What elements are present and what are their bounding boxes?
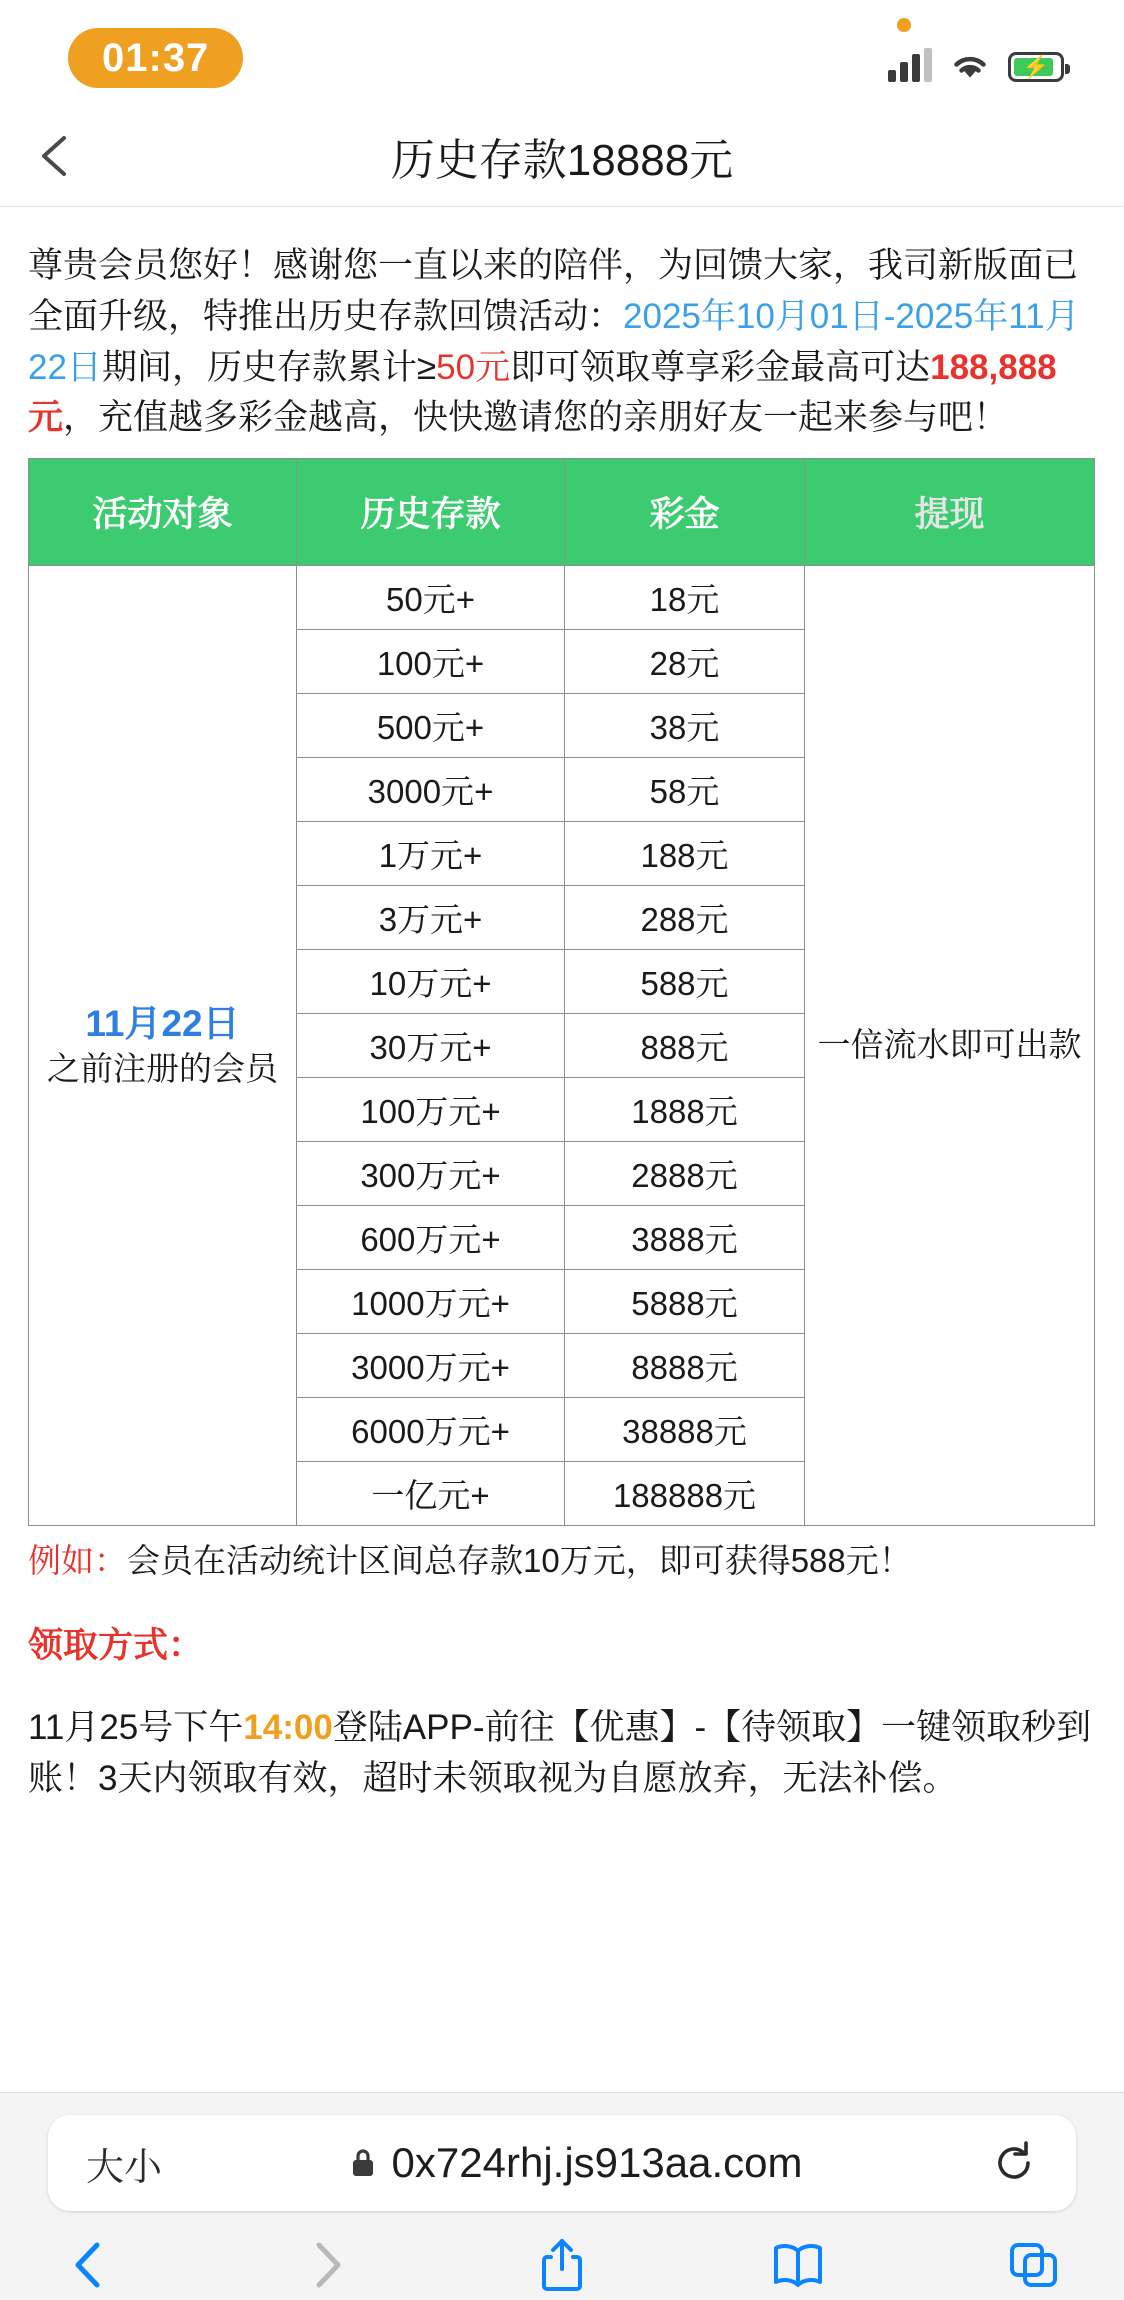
cell-bonus: 288元 <box>565 886 805 950</box>
cell-bonus: 58元 <box>565 758 805 822</box>
example-line <box>28 1538 1096 1584</box>
text-size-button[interactable]: 大小 <box>86 2146 163 2189</box>
intro-min-deposit: 50元 <box>436 347 511 387</box>
claim-time: 14:00 <box>243 1708 333 1748</box>
cell-deposit: 30万元+ <box>297 1014 565 1078</box>
table-header-row <box>29 459 1095 566</box>
cell-bonus: 3888元 <box>565 1206 805 1270</box>
status-icons <box>888 42 1064 82</box>
cellular-signal-icon <box>888 48 932 82</box>
cell-bonus: 1888元 <box>565 1078 805 1142</box>
recording-indicator-dot <box>897 18 911 32</box>
page-title: 历史存款18888元 <box>390 136 734 185</box>
intro-part2: 期间，历史存款累计≥ <box>101 347 437 387</box>
reload-icon[interactable] <box>990 2139 1038 2187</box>
cell-deposit: 3万元+ <box>297 886 565 950</box>
cell-deposit: 300万元+ <box>297 1142 565 1206</box>
page-header <box>0 108 1124 207</box>
target-date-highlight: 11月22日 <box>85 1003 240 1044</box>
example-text: 会员在活动统计区间总存款10万元，即可获得588元！ <box>127 1542 912 1579</box>
lock-icon <box>350 2147 376 2179</box>
cell-deposit: 10万元+ <box>297 950 565 1014</box>
cell-deposit: 1000万元+ <box>297 1270 565 1334</box>
url-display[interactable] <box>162 2139 990 2187</box>
cell-bonus: 38元 <box>565 694 805 758</box>
cell-bonus: 5888元 <box>565 1270 805 1334</box>
intro-part3: 即可领取尊享彩金最高可达 <box>510 347 931 387</box>
intro-paragraph <box>28 241 1096 444</box>
bookmarks-icon[interactable] <box>768 2235 828 2295</box>
cell-bonus: 18元 <box>565 566 805 630</box>
cell-deposit: 1万元+ <box>297 822 565 886</box>
example-label: 例如： <box>28 1542 127 1579</box>
intro-part4: ，充值越多彩金越高，快快邀请您的亲朋好友一起来参与吧！ <box>63 398 1009 438</box>
header-target: 活动对象 <box>29 459 297 566</box>
cell-bonus: 8888元 <box>565 1334 805 1398</box>
cell-deposit: 100元+ <box>297 630 565 694</box>
cell-bonus: 28元 <box>565 630 805 694</box>
cell-bonus: 188元 <box>565 822 805 886</box>
claim-after: 登陆APP-前往【优惠】-【待领取】一键领取秒到账！3天内领取有效，超时未领取视为自愿放弃，无法补偿。 <box>28 1708 1092 1798</box>
cell-deposit: 600万元+ <box>297 1206 565 1270</box>
header-withdraw: 提现 <box>805 459 1095 566</box>
cell-bonus: 888元 <box>565 1014 805 1078</box>
cell-deposit: 3000万元+ <box>297 1334 565 1398</box>
status-bar <box>0 0 1124 108</box>
browser-bottom-bar <box>0 2092 1124 2300</box>
url-text: 0x724rhj.js913aa.com <box>391 2139 803 2186</box>
promo-table <box>28 458 1095 1526</box>
cell-deposit: 3000元+ <box>297 758 565 822</box>
nav-back-icon[interactable] <box>60 2235 120 2295</box>
nav-forward-icon[interactable] <box>296 2235 356 2295</box>
cell-withdraw: 一倍流水即可出款 <box>805 566 1095 1526</box>
battery-charging-icon: ⚡ <box>1008 52 1064 82</box>
intro-part1: 尊贵会员您好！感谢您一直以来的陪伴，为回馈大家，我司新版面已全面升级，特推出历史存款回馈活动： <box>28 246 1079 336</box>
address-bar[interactable] <box>48 2115 1076 2211</box>
browser-toolbar <box>0 2211 1124 2295</box>
header-bonus: 彩金 <box>565 459 805 566</box>
table-body <box>29 566 1095 1526</box>
cell-deposit: 50元+ <box>297 566 565 630</box>
page-content <box>0 207 1124 2092</box>
cell-target <box>29 566 297 1526</box>
intro-max-bonus: 188,888元 <box>28 347 1057 438</box>
cell-deposit: 一亿元+ <box>297 1462 565 1526</box>
share-icon[interactable] <box>532 2235 592 2295</box>
table-row <box>29 566 1095 630</box>
cell-bonus: 38888元 <box>565 1398 805 1462</box>
status-time: 01:37 <box>68 28 243 88</box>
target-date-rest: 之前注册的会员 <box>47 1050 278 1088</box>
cell-bonus: 188888元 <box>565 1462 805 1526</box>
header-deposit: 历史存款 <box>297 459 565 566</box>
claim-body <box>28 1703 1096 1805</box>
intro-date-range: 2025年10月01日-2025年11月22日 <box>28 296 1080 387</box>
tabs-icon[interactable] <box>1004 2235 1064 2295</box>
cell-bonus: 2888元 <box>565 1142 805 1206</box>
cell-deposit: 100万元+ <box>297 1078 565 1142</box>
cell-deposit: 500元+ <box>297 694 565 758</box>
wifi-icon <box>950 50 990 82</box>
claim-title: 领取方式： <box>28 1626 204 1666</box>
cell-bonus: 588元 <box>565 950 805 1014</box>
claim-before: 11月25号下午 <box>28 1708 244 1748</box>
cell-deposit: 6000万元+ <box>297 1398 565 1462</box>
